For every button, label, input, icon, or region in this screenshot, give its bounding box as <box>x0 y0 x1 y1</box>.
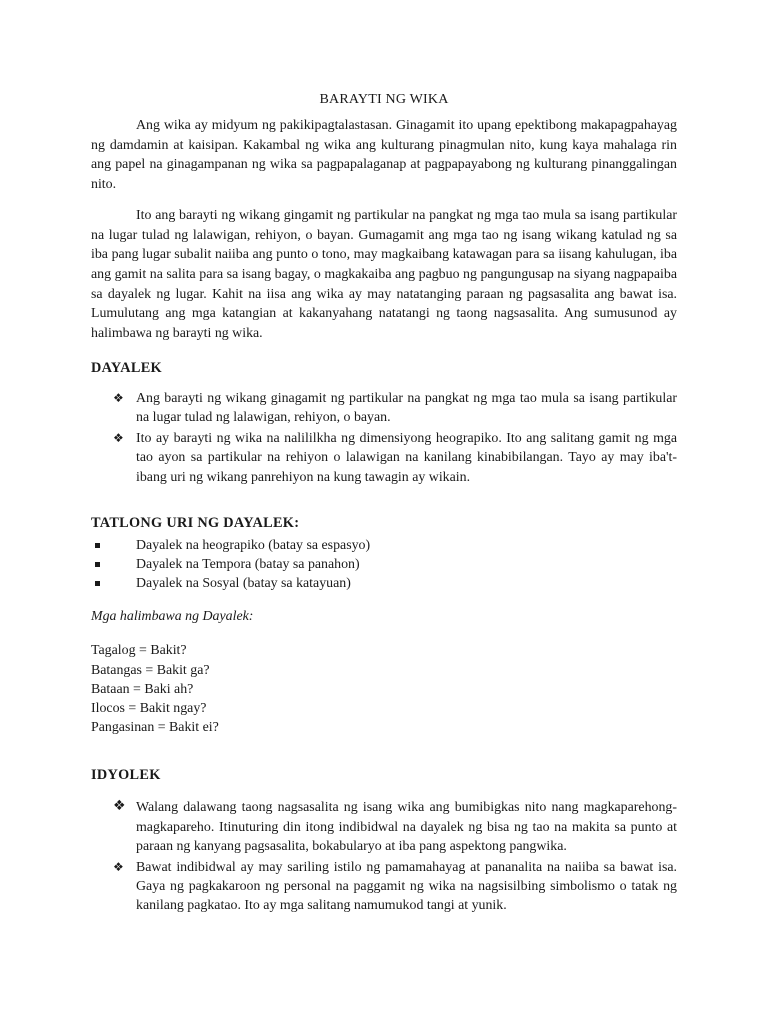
example-line: Pangasinan = Bakit ei? <box>91 720 219 736</box>
diamond-bullet-icon: ❖ <box>113 390 124 405</box>
dayalek-list <box>91 389 677 487</box>
list-item-text: Ito ay barayti ng wika na nalililkha ng dimensiyong heograpiko. Ito ang salitang gamit ng mga tao ayon sa partikular na rehiyon o lalawigan na kanilang kinabibilangan. Tayo ay may iba't-ibang uri ng wikang panrehiyon na kung tawagin ay wikain. <box>136 431 677 485</box>
dayalek-heading: DAYALEK <box>91 359 162 376</box>
idyolek-heading: IDYOLEK <box>91 767 161 784</box>
list-item <box>91 389 677 427</box>
list-item-text: Walang dalawang taong nagsasalita ng isang wika ang bumibigkas nito nang magkaparehong-magkapareho. Itinuturing din itong indibidwal na dayalek ng bisa ng tao na makita sa punto at paraan ng kanyang pagsasalita, bokabularyo at iba pang aspektong pangwika. <box>136 800 677 854</box>
square-bullet-icon <box>95 562 100 567</box>
halimbawa-list <box>91 641 677 737</box>
list-item-text: Bawat indibidwal ay may sariling istilo ng pamamahayag at pananalita na naiiba sa bawat isa. Gaya ng pagkakaroon ng personal na paggamit ng wika na nagsisilbing simbolismo o tatak ng kanilang pagkatao. Ito ay mga salitang namumukod tangi at yunik. <box>136 859 677 914</box>
square-bullet-icon <box>95 543 100 548</box>
list-item-text: Dayalek na Sosyal (batay sa katayuan) <box>136 576 351 592</box>
list-item <box>91 574 677 593</box>
diamond-bullet-icon: ❖ <box>113 798 126 815</box>
diamond-bullet-icon: ❖ <box>113 859 124 874</box>
list-item <box>91 555 677 574</box>
example-line: Ilocos = Bakit ngay? <box>91 700 207 716</box>
halimbawa-label: Mga halimbawa ng Dayalek: <box>91 609 254 625</box>
list-item <box>91 429 677 487</box>
list-item <box>91 536 677 555</box>
tatlong-uri-list <box>91 536 677 594</box>
document-title: BARAYTI NG WIKA <box>319 92 449 107</box>
list-item-text: Dayalek na heograpiko (batay sa espasyo) <box>136 537 371 553</box>
example-line: Bataan = Baki ah? <box>91 681 194 697</box>
tatlong-uri-heading: TATLONG URI NG DAYALEK: <box>91 514 300 531</box>
intro-paragraph: Ito ang barayti ng wikang gingamit ng partikular na pangkat ng mga tao mula sa isang partikular na lugar tulad ng lalawigan, rehiyon, o bayan. Gumagamit ang mga tao ng isang wikang katulad ng sa iba pang lugar subalit naiiba ang punto o tono, may magkaibang katawagan para sa iisang kahulugan, iba ang gamit na salita para sa isang bagay, o magkakaiba ang pagbuo ng pangungusap na siyang nagpapaiba sa dayalek ng lugar. Kahit na iisa ang wika ay may natatanging paraan ng pagsasalita ang bawat isa. Lumulutang ang mga katangian at kakanyahang natatangi ng taong nagsasalita. Ang sumusunod ay halimbawa ng barayti ng wika. <box>91 207 677 342</box>
list-item <box>91 858 677 916</box>
list-item <box>91 798 677 856</box>
example-line: Batangas = Bakit ga? <box>91 662 210 678</box>
list-item-text: Ang barayti ng wikang ginagamit ng partikular na pangkat ng mga tao mula sa isang partikular na lugar tulad ng lalawigan, rehiyon, o bayan. <box>136 390 677 425</box>
square-bullet-icon <box>95 581 100 586</box>
example-line: Tagalog = Bakit? <box>91 643 187 659</box>
list-item-text: Dayalek na Tempora (batay sa panahon) <box>136 556 360 572</box>
idyolek-list <box>91 798 677 915</box>
diamond-bullet-icon: ❖ <box>113 431 124 446</box>
intro-paragraph: Ang wika ay midyum ng pakikipagtalastasan. Ginagamit ito upang epektibong makapagpahayag ng damdamin at kaisipan. Kakambal ng wika ang kulturang pinagmulan nito, kung kaya mahalaga rin ang papel na ginagampanan ng wika sa pagpapalaganap at pagpapayabong ng kulturang pinanggalingan nito. <box>91 118 677 193</box>
